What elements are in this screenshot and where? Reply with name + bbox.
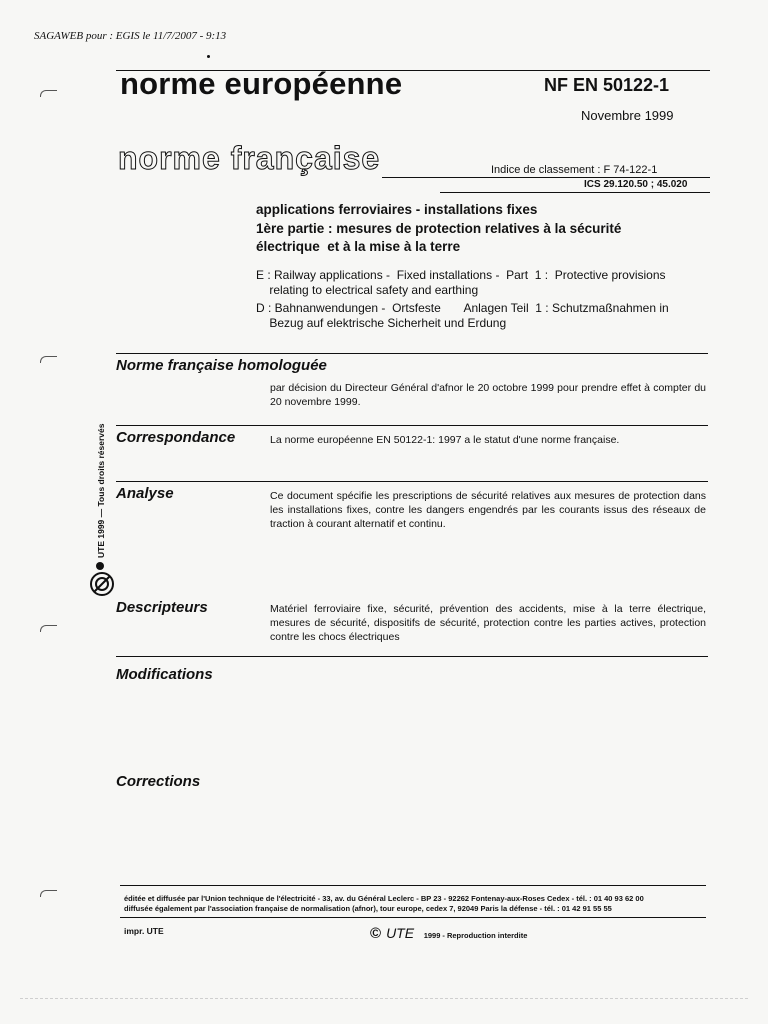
margin-mark <box>40 625 57 632</box>
german-title: D : Bahnanwendungen - Ortsfeste Anlagen Teil 1 : Schutzmaßnahmen in Bezug auf elektrische Sicherheit und Erdung <box>256 301 669 330</box>
publication-date: Novembre 1999 <box>581 108 674 123</box>
footer-distributor-line: diffusée également par l'association française de normalisation (afnor), tour europe, cedex 7, 92049 Paris la défense - tél. : 01 42 91 55 55 <box>124 904 612 913</box>
margin-mark <box>40 90 57 97</box>
section-text-homologuee: par décision du Directeur Général d'afnor le 20 octobre 1999 pour prendre effet à compter du 20 novembre 1999. <box>270 382 706 408</box>
scan-artifact-line <box>20 998 748 999</box>
section-label-modifications: Modifications <box>116 666 213 683</box>
section-text-descripteurs: Matériel ferroviaire fixe, sécurité, prévention des accidents, mise à la terre électrique, mesures de sécurité, dispositifs de sécurité, protection contre les parties actives, protection contre les chocs électriques <box>270 603 706 643</box>
scan-dot <box>207 55 210 58</box>
section-label-correspondance: Correspondance <box>116 429 236 446</box>
footer-rule <box>120 885 706 886</box>
copyright-symbol: © <box>370 925 382 942</box>
document-type-title: norme européenne <box>120 66 403 101</box>
section-label-homologuee: Norme française homologuée <box>116 357 327 374</box>
indice-rule <box>382 177 710 178</box>
ics-code: ICS 29.120.50 ; 45.020 <box>584 179 688 190</box>
copyright-org: UTE <box>386 925 415 941</box>
section-rule-modifications <box>116 656 708 657</box>
classification-index: Indice de classement : F 74-122-1 <box>491 164 658 176</box>
section-rule-homologuee <box>116 353 708 354</box>
outline-title-text: norme française <box>118 140 381 176</box>
margin-mark <box>40 890 57 897</box>
document-main-title: applications ferroviaires - installations fixes 1ère partie : mesures de protection relatives à la sécurité électrique et à la mise à la terre <box>256 202 622 254</box>
norme-francaise-outline-title <box>118 136 418 176</box>
ute-logo-icon <box>88 570 116 598</box>
fax-header-line: SAGAWEB pour : EGIS le 11/7/2007 - 9:13 <box>34 30 227 42</box>
section-rule-correspondance <box>116 425 708 426</box>
rights-text: UTE 1999 — Tous droits réservés <box>96 423 106 558</box>
rights-bullet <box>96 562 104 570</box>
english-title: E : Railway applications - Fixed installations - Part 1 : Protective provisions relating to electrical safety and earthing <box>256 268 666 297</box>
copyright-note: - Reproduction interdite <box>442 931 528 940</box>
copyright-year: 1999 <box>423 931 441 940</box>
section-text-analyse: Ce document spécifie les prescriptions de sécurité relatives aux mesures de protection dans les installations fixes, contre les dangers engendrés par les courants issus des réseaux de traction à courant alternatif et continu. <box>270 490 706 530</box>
section-label-analyse: Analyse <box>116 485 174 502</box>
printer-mention: impr. UTE <box>124 926 164 936</box>
footer-publisher-line: éditée et diffusée par l'Union technique de l'électricité - 33, av. du Général Leclerc - BP 23 - 92262 Fontenay-aux-Roses Cedex - tél. : 01 40 93 62 00 <box>124 894 644 903</box>
ics-rule <box>440 192 710 193</box>
footer-bottom-rule <box>120 917 706 918</box>
section-label-corrections: Corrections <box>116 773 201 790</box>
standard-reference: NF EN 50122-1 <box>544 75 670 95</box>
copyright-line <box>370 925 527 942</box>
section-text-correspondance: La norme européenne EN 50122-1: 1997 a le statut d'une norme française. <box>270 434 620 446</box>
section-label-descripteurs: Descripteurs <box>116 599 208 616</box>
section-rule-analyse <box>116 481 708 482</box>
margin-mark <box>40 356 57 363</box>
